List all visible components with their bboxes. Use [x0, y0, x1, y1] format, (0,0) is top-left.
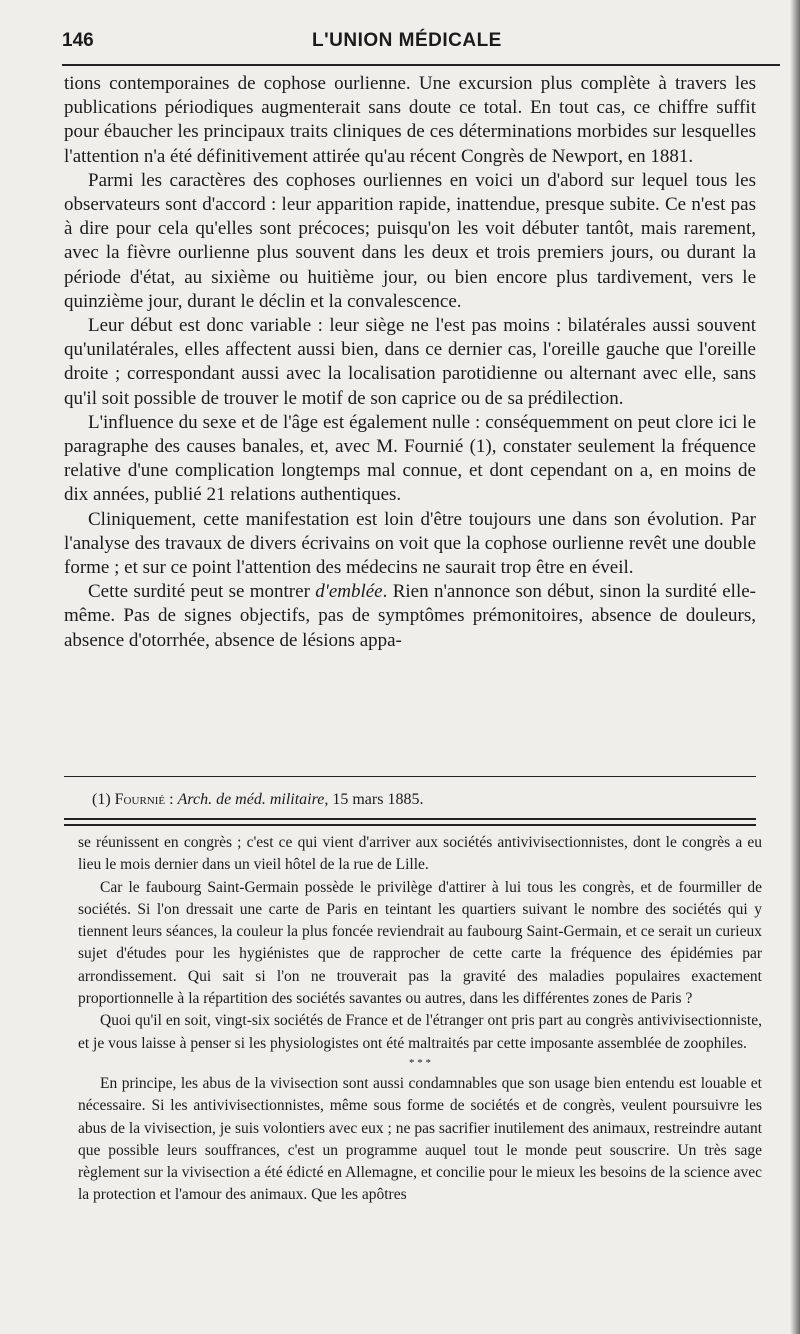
emphasis-demblee: d'emblée — [315, 581, 383, 603]
page-edge-shadow — [790, 0, 800, 1334]
text-run: Cette surdité peut se montrer — [88, 581, 316, 603]
text-run: . Rien n'annonce son début, sinon la surdité elle-même. Pas de signes objectifs, pas de symptômes prémonitoires, absence de douleurs, absence d'otorrhée, absence de lésions appa- — [64, 581, 756, 651]
feuilleton-paragraph: Car le faubourg Saint-Germain possède le privilège d'attirer à lui tous les congrès, et de fourmiller de sociétés. Si l'on dressait une carte de Paris en teintant les quartiers suivant le nombre des sociétés qui y tiennent leurs séances, la couleur la plus foncée reviendrait au faubourg Saint-Germain, et ce serait un curieux sujet d'études pour les hygiénistes que de rapprocher de cette carte la fréquence des épidémies par arrondissement. Qui sait si l'on ne trouverait pas la gravité des maladies populaires exactement proportionnelle à la répartition des sociétés savantes ou autres, dans les différentes zones de Paris ? — [78, 878, 762, 1008]
footnote-marker: (1) — [92, 791, 111, 808]
paragraph-continuation: tions contemporaines de cophose ourlienne. Une excursion plus complète à travers les publications périodiques augmenterait sans doute ce total. En tout cas, ce chiffre suffit pour ébaucher les principaux traits cliniques de ces déterminations morbides sur lesquelles l'attention n'a été définitivement attirée qu'au récent Congrès de Newport, en 1881. — [64, 73, 756, 167]
paragraph-sex-age: L'influence du sexe et de l'âge est également nulle : conséquemment on peut clore ici le paragraphe des causes banales, et, avec M. Fournié (1), constater seulement la fréquence relative d'une complication longtemps mal connue, et dont cependant on a, en moins de dix années, publié 21 relations authentiques. — [64, 411, 756, 506]
footnote-author: Fournié — [114, 791, 166, 808]
paragraph-onset-site: Leur début est donc variable : leur siège ne l'est pas moins : bilatérales aussi souvent qu'unilatérales, elles affectent aussi bien, dans ce dernier cas, l'oreille gauche que l'oreille droite ; correspondant aussi avec la localisation parotidienne ou alternant avec elle, sans qu'il soit possible de trouver le motif de son caprice ou de sa prédilection. — [64, 315, 756, 409]
feuilleton-paragraph: Quoi qu'il en soit, vingt-six sociétés de France et de l'étranger ont pris part au congrès antivivisectionniste, et je vous laisse à penser si les physiologistes ont été maltraités par cette imposante assemblée de zoophiles. — [78, 1012, 762, 1052]
asterism-separator: * * * — [409, 1056, 431, 1069]
journal-title: L'UNION MÉDICALE — [312, 30, 502, 51]
feuilleton-paragraph: En principe, les abus de la vivisection sont aussi condamnables que son usage bien entendu est louable et nécessaire. Si les antivivisectionnistes, même sous forme de sociétés et de congrès, veulent poursuivre les abus de la vivisection, je suis volontiers avec eux ; ne pas sacrifier inutilement des animaux, restreindre autant que possible leurs souffrances, c'est un programme auquel tout le monde peut souscrire. Un très sage règlement sur la vivisection a été édicté en Allemagne, et concilie pour le mieux les besoins de la science avec la protection et l'amour des animaux. Que les apôtres — [78, 1074, 762, 1204]
feuilleton-paragraph: se réunissent en congrès ; c'est ce qui vient d'arriver aux sociétés antivivisectionnistes, dont le congrès a eu lieu le mois dernier dans un vieil hôtel de la rue de Lille. — [78, 834, 762, 874]
main-article-text — [64, 72, 756, 653]
paragraph-clinical-forms: Cliniquement, cette manifestation est loin d'être toujours une dans son évolution. Par l'analyse des travaux de divers écrivains on voit que la cophose ourlienne revêt une double forme ; et sur ce point l'attention des médecins ne saurait trop être en éveil. — [64, 508, 756, 579]
footnote-rule — [64, 776, 756, 777]
page-number: 146 — [62, 30, 94, 51]
footnote — [92, 790, 752, 810]
paragraph-characteristics: Parmi les caractères des cophoses ourliennes en voici un d'abord sur lequel tous les observateurs sont d'accord : leur apparition rapide, inattendue, presque subite. Ce n'est pas à dire pour cela qu'elles sont précoces; puisqu'on les voit débuter tantôt, mais rarement, avec la fièvre ourlienne plus souvent dans les deux et trois premiers jours, ou durant la période d'état, au sixième ou huitième jour, ou bien encore plus tardivement, vers le quinzième jour, durant le déclin et la convalescence. — [64, 169, 756, 312]
feuilleton-separator-bottom — [64, 824, 756, 826]
footnote-date: 15 mars 1885. — [328, 791, 424, 808]
feuilleton-separator-top — [64, 818, 756, 820]
footnote-text: : — [165, 791, 178, 808]
footnote-source: Arch. de méd. militaire, — [177, 791, 329, 808]
paragraph-sudden-deafness — [64, 580, 756, 653]
running-head — [62, 30, 752, 58]
feuilleton-text — [78, 832, 762, 1207]
header-rule — [62, 64, 780, 66]
